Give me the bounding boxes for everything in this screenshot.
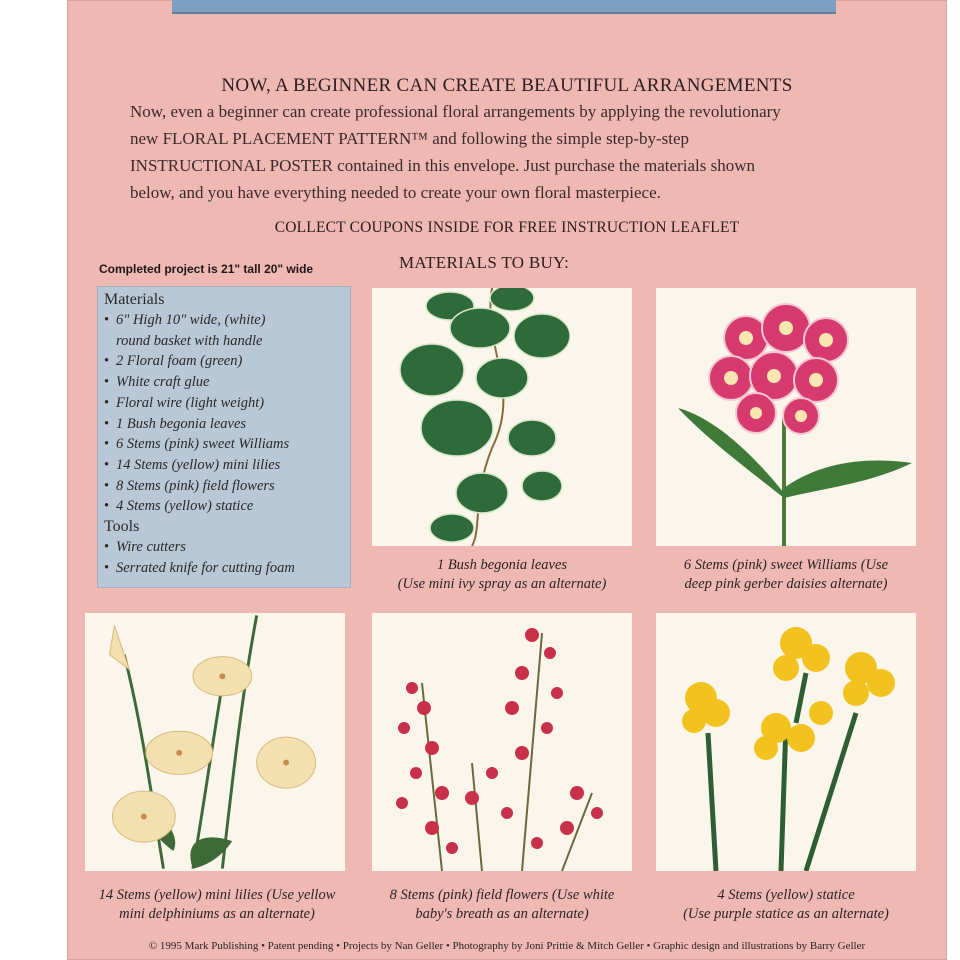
material-item-continued: round basket with handle bbox=[116, 332, 263, 349]
headline: NOW, A BEGINNER CAN CREATE BEAUTIFUL ARRANGEMENTS bbox=[221, 75, 793, 96]
tools-list bbox=[104, 537, 344, 578]
material-item: • 4 Stems (yellow) statice bbox=[104, 496, 344, 517]
yellow-statice-caption: 4 Stems (yellow) statice (Use purple statice as an alternate) bbox=[683, 887, 889, 922]
begonia-leaves-photo bbox=[372, 288, 632, 546]
material-item: • Floral wire (light weight) bbox=[104, 393, 344, 414]
mini-lilies-caption: 14 Stems (yellow) mini lilies (Use yellow mini delphiniums as an alternate) bbox=[98, 887, 336, 922]
material-item: • 2 Floral foam (green) bbox=[104, 351, 344, 372]
completed-size-note: Completed project is 21" tall 20" wide bbox=[99, 262, 314, 276]
top-blue-strip bbox=[172, 0, 836, 14]
tool-item: • Wire cutters bbox=[104, 537, 344, 558]
footer-credits: © 1995 Mark Publishing • Patent pending • Projects by Nan Geller • Photography by Joni Prittie & Mitch Geller • Graphic design and illustrations by Barry Geller bbox=[148, 940, 866, 952]
materials-list-box bbox=[97, 286, 351, 588]
materials-heading: Materials bbox=[104, 291, 165, 308]
material-item: • 1 Bush begonia leaves bbox=[104, 414, 344, 435]
yellow-statice-photo bbox=[656, 613, 916, 871]
material-item: • 6" High 10" wide, (white) bbox=[104, 310, 344, 331]
material-item: • White craft glue bbox=[104, 372, 344, 393]
materials-to-buy-heading: MATERIALS TO BUY: bbox=[399, 253, 570, 272]
materials-list bbox=[104, 310, 344, 517]
intro-paragraph bbox=[130, 98, 900, 206]
sweet-williams-photo bbox=[656, 288, 916, 546]
material-item: • 6 Stems (pink) sweet Williams bbox=[104, 434, 344, 455]
material-item: • 14 Stems (yellow) mini lilies bbox=[104, 455, 344, 476]
field-flowers-caption: 8 Stems (pink) field flowers (Use white baby's breath as an alternate) bbox=[389, 887, 615, 922]
intro-line: below, and you have everything needed to create your own floral masterpiece. bbox=[130, 183, 661, 202]
coupon-line: COLLECT COUPONS INSIDE FOR FREE INSTRUCTION LEAFLET bbox=[274, 219, 740, 236]
tools-heading: Tools bbox=[104, 518, 140, 536]
begonia-caption: 1 Bush begonia leaves (Use mini ivy spray as an alternate) bbox=[397, 557, 607, 592]
intro-line: Now, even a beginner can create professional floral arrangements by applying the revolutionary bbox=[130, 102, 781, 121]
tool-item: • Serrated knife for cutting foam bbox=[104, 558, 344, 579]
material-item: • 8 Stems (pink) field flowers bbox=[104, 476, 344, 497]
intro-line: INSTRUCTIONAL POSTER contained in this envelope. Just purchase the materials shown bbox=[130, 156, 755, 175]
sweet-williams-caption: 6 Stems (pink) sweet Williams (Use deep pink gerber daisies alternate) bbox=[683, 557, 889, 592]
field-flowers-photo bbox=[372, 613, 632, 871]
intro-line: new FLORAL PLACEMENT PATTERN™ and following the simple step-by-step bbox=[130, 129, 690, 148]
mini-lilies-photo bbox=[85, 613, 345, 871]
